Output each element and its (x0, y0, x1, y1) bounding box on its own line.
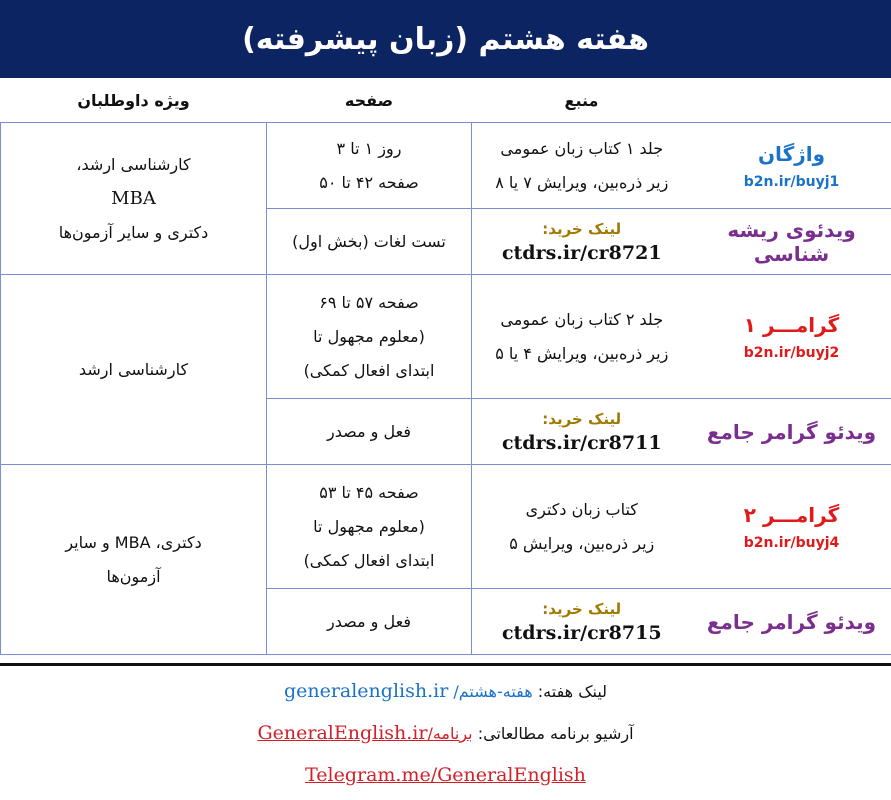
header-page: صفحه (267, 78, 472, 123)
table-row (1, 275, 891, 399)
group1-candidates-line3: دکتری و سایر آزمون‌ها (1, 216, 266, 250)
header-candidates: ویژه داوطلبان (1, 78, 267, 123)
grammar1-page-line2: (معلوم مجهول تا (267, 320, 471, 354)
grammar1-page-cell (267, 275, 472, 399)
grammar-video1-name: ویدئو گرامر جامع (692, 420, 891, 444)
grammar-video2-name-cell (692, 589, 891, 655)
week-link-label: لینک هفته: (538, 682, 607, 701)
grammar-video1-page-cell (267, 399, 472, 465)
grammar-video1-page: فعل و مصدر (267, 415, 471, 449)
vocab-page-cell (267, 123, 472, 209)
grammar2-page-line2: (معلوم مجهول تا (267, 510, 471, 544)
grammar-video2-source-cell (472, 589, 692, 655)
group1-candidates-cell (1, 123, 267, 275)
roots-video-source-cell (472, 209, 692, 275)
grammar2-page-line1: صفحه ۴۵ تا ۵۳ (267, 476, 471, 510)
table-header-row (1, 78, 891, 123)
vocab-source-line2: زیر ذره‌بین، ویرایش ۷ یا ۸ (472, 166, 692, 200)
archive-link-label: آرشیو برنامه مطالعاتی: (478, 724, 634, 743)
grammar2-source-cell (472, 465, 692, 589)
telegram-link[interactable]: Telegram.me/GeneralEnglish (305, 764, 586, 786)
grammar2-name-cell (692, 465, 891, 589)
title-banner (0, 0, 891, 78)
grammar2-name: گرامـــر ۲ (692, 503, 891, 527)
vocab-name: واژگان (692, 142, 891, 166)
grammar-video2-page: فعل و مصدر (267, 605, 471, 639)
group3-candidates-line2: آزمون‌ها (1, 560, 266, 594)
week-link-domain[interactable]: generalenglish.ir (284, 680, 448, 702)
vocab-name-cell (692, 123, 891, 209)
grammar2-source-line2: زیر ذره‌بین، ویرایش ۵ (472, 527, 692, 561)
page-title: هفته هشتم (زبان پیشرفته) (242, 22, 649, 57)
archive-link-row (0, 722, 891, 744)
footer (0, 663, 891, 800)
grammar1-name: گرامـــر ۱ (692, 313, 891, 337)
archive-link-domain[interactable]: GeneralEnglish.ir (257, 722, 427, 744)
grammar1-url-link[interactable]: b2n.ir/buyj2 (692, 345, 891, 361)
grammar2-page-cell (267, 465, 472, 589)
group1-candidates-line1: کارشناسی ارشد، (1, 148, 266, 182)
grammar1-source-line1: جلد ۲ کتاب زبان عمومی (472, 303, 692, 337)
grammar-video1-buy-link[interactable]: ctdrs.ir/cr8711 (472, 432, 692, 454)
table-row (1, 123, 891, 209)
vocab-source-line1: جلد ۱ کتاب زبان عمومی (472, 132, 692, 166)
vocab-page-line1: روز ۱ تا ۳ (267, 132, 471, 166)
roots-video-buy-label: لینک خرید: (472, 220, 692, 238)
grammar2-page-line3: ابتدای افعال کمکی) (267, 544, 471, 578)
schedule-table (0, 78, 891, 655)
roots-video-name: ویدئوی ریشه شناسی (692, 218, 891, 266)
grammar-video2-page-cell (267, 589, 472, 655)
grammar1-page-line1: صفحه ۵۷ تا ۶۹ (267, 286, 471, 320)
grammar-video2-name: ویدئو گرامر جامع (692, 610, 891, 634)
grammar2-url-link[interactable]: b2n.ir/buyj4 (692, 535, 891, 551)
vocab-url-link[interactable]: b2n.ir/buyj1 (692, 174, 891, 190)
week-link-row (0, 680, 891, 702)
roots-video-buy-link[interactable]: ctdrs.ir/cr8721 (472, 242, 692, 264)
roots-video-page-cell (267, 209, 472, 275)
group2-candidates-line1: کارشناسی ارشد (1, 353, 266, 387)
group3-candidates-cell (1, 465, 267, 655)
grammar-video2-buy-label: لینک خرید: (472, 600, 692, 618)
grammar-video1-source-cell (472, 399, 692, 465)
grammar-video1-buy-label: لینک خرید: (472, 410, 692, 428)
week-link-path[interactable]: هفته-هشتم/ (453, 682, 532, 701)
grammar1-name-cell (692, 275, 891, 399)
grammar2-source-line1: کتاب زبان دکتری (472, 493, 692, 527)
archive-link-path[interactable]: برنامه/ (427, 724, 472, 743)
header-name (692, 78, 891, 123)
header-source: منبع (472, 78, 692, 123)
telegram-link-row (0, 764, 891, 786)
grammar1-page-line3: ابتدای افعال کمکی) (267, 354, 471, 388)
vocab-page-line2: صفحه ۴۲ تا ۵۰ (267, 166, 471, 200)
grammar1-source-cell (472, 275, 692, 399)
grammar-video2-buy-link[interactable]: ctdrs.ir/cr8715 (472, 622, 692, 644)
roots-video-page: تست لغات (بخش اول) (267, 225, 471, 259)
group2-candidates-cell (1, 275, 267, 465)
grammar1-source-line2: زیر ذره‌بین، ویرایش ۴ یا ۵ (472, 337, 692, 371)
grammar-video1-name-cell (692, 399, 891, 465)
roots-video-name-cell (692, 209, 891, 275)
vocab-source-cell (472, 123, 692, 209)
group1-candidates-line2: MBA (1, 182, 266, 216)
table-row (1, 465, 891, 589)
group3-candidates-line1: دکتری، MBA و سایر (1, 526, 266, 560)
